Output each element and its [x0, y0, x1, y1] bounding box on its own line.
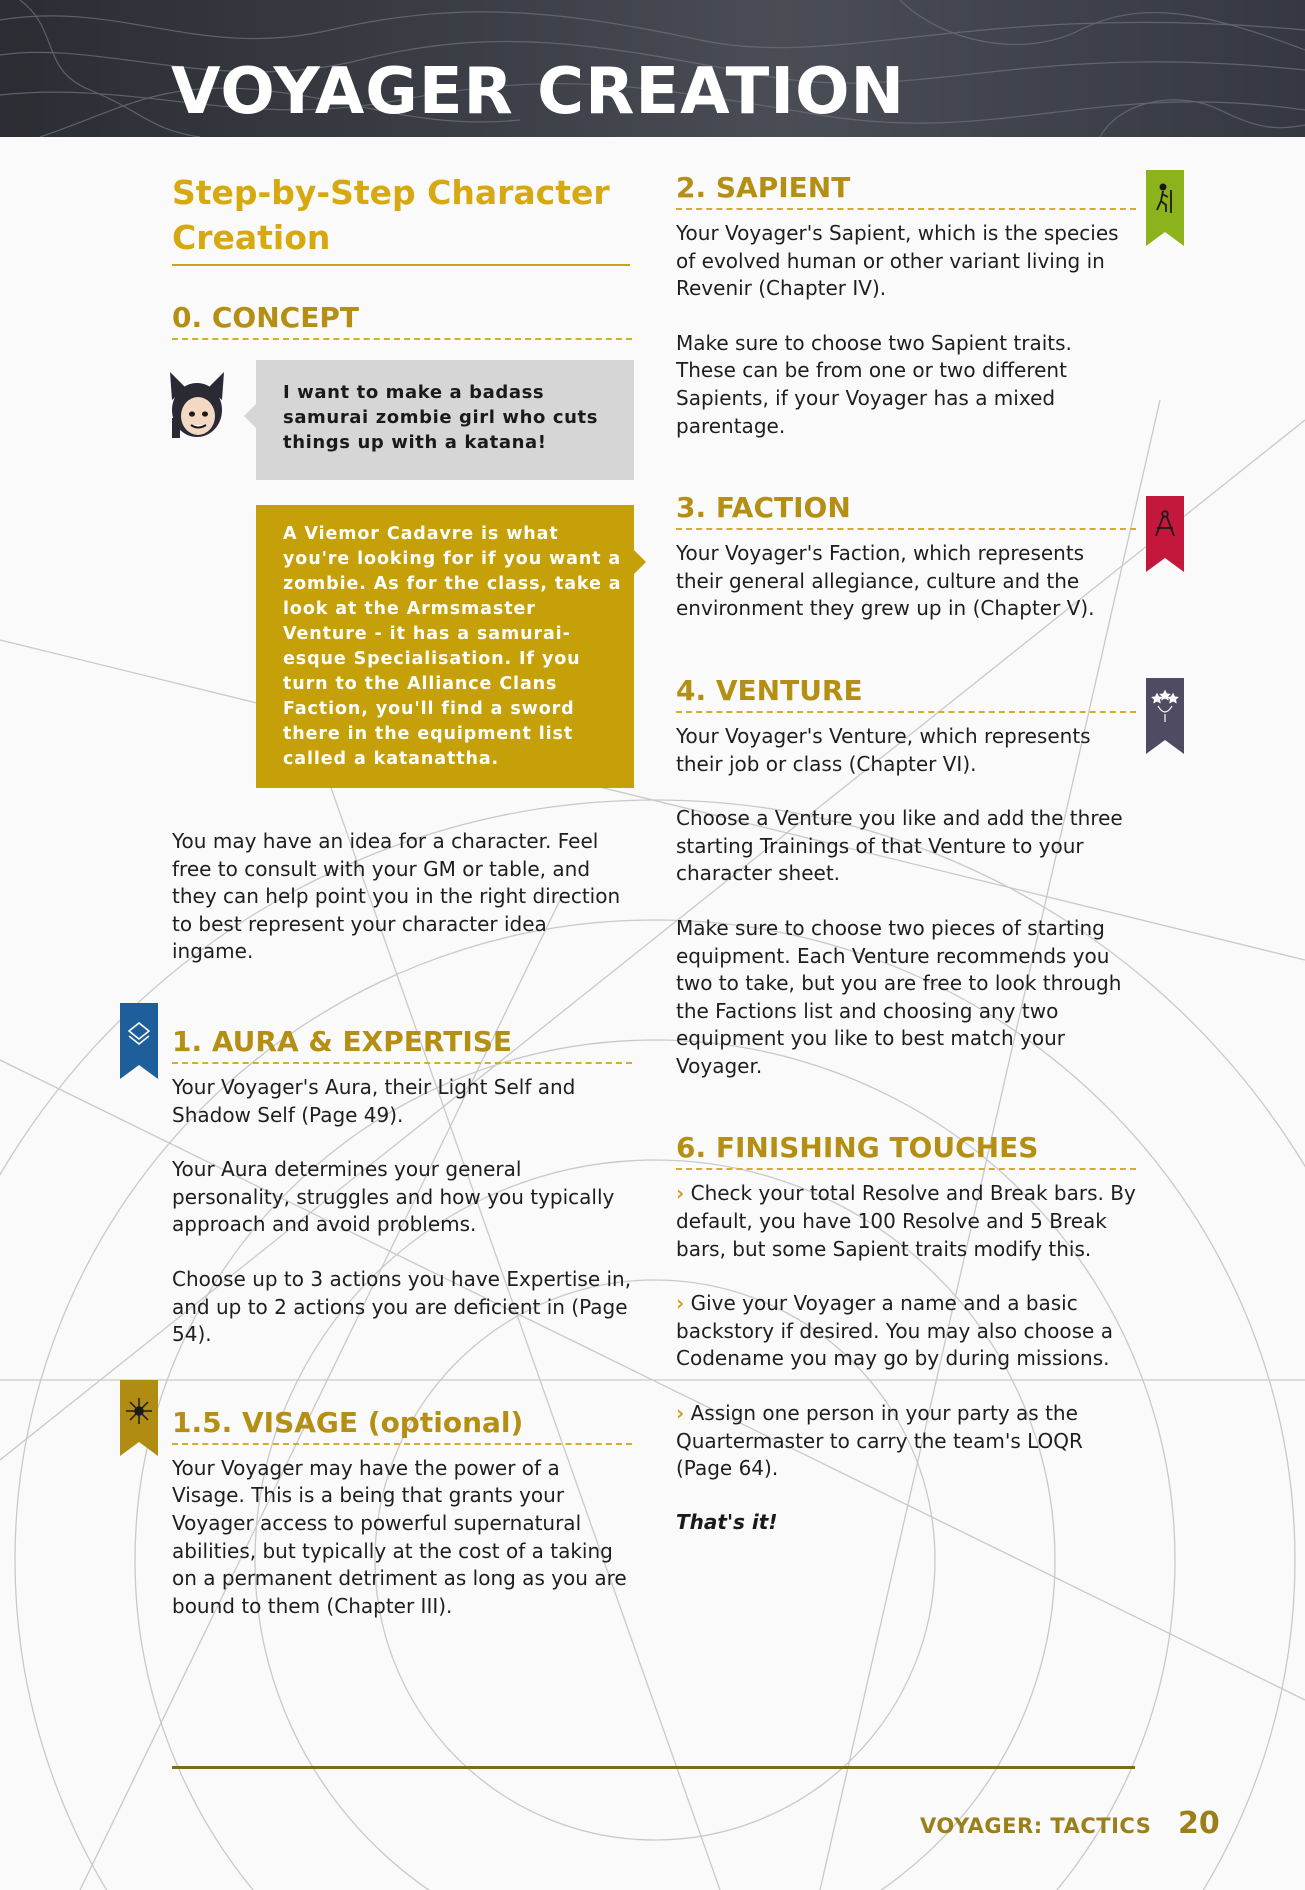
visage-body: Your Voyager may have the power of a Visage. This is a being that grants your Voyager access to powerful supernatural abilities, but typically at the cost of a taking on a permanent detriment as long as you are bound to them (Chapter III).: [172, 1455, 627, 1618]
player-speech-bubble: I want to make a badass samurai zombie girl who cuts things up with a katana!: [256, 360, 634, 480]
gm-speech-bubble: A Viemor Cadavre is what you're looking for if you want a zombie. As for the class, take a look at the Armsmaster Venture - it has a samurai-esque Specialisation. If you turn to the Alliance Clans Faction, you'll find a sword there in the equipment list called a katanattha.: [256, 505, 634, 788]
intro-heading: Step-by-Step Character Creation: [172, 170, 630, 266]
closing-line: That's it!: [676, 1509, 778, 1534]
finishing-bullet: [676, 1400, 1136, 1483]
concept-heading: 0. CONCEPT: [172, 300, 632, 340]
venture-paragraph: Choose a Venture you like and add the three starting Trainings of that Venture to your character sheet.: [676, 806, 1123, 886]
aura-ribbon: [120, 1003, 158, 1079]
visage-ribbon: [120, 1380, 158, 1456]
visage-heading: 1.5. VISAGE (optional): [172, 1405, 632, 1445]
aura-paragraph: Your Aura determines your general personality, struggles and how you typically approach and avoid problems.: [172, 1157, 615, 1237]
venture-heading: 4. VENTURE: [676, 673, 1136, 713]
aura-heading: 1. AURA & EXPERTISE: [172, 1024, 632, 1064]
finishing-heading: 6. FINISHING TOUCHES: [676, 1130, 1136, 1170]
avatar-icon: [164, 370, 230, 442]
footer-divider: [172, 1766, 1135, 1769]
page-number: 20: [1178, 1806, 1220, 1841]
faction-paragraph: Your Voyager's Faction, which represents their general allegiance, culture and the environment they grew up in (Chapter V).: [676, 541, 1095, 621]
finishing-bullet: [676, 1290, 1136, 1373]
header-banner: [0, 0, 1305, 137]
bullet-text: Assign one person in your party as the Quartermaster to carry the team's LOQR (Page 64).: [676, 1401, 1083, 1481]
bullet-marker: ›: [676, 1291, 685, 1316]
sapient-paragraph: Make sure to choose two Sapient traits. These can be from one or two different Sapients, if your Voyager has a mixed parentage.: [676, 330, 1072, 438]
bullet-text: Check your total Resolve and Break bars. By default, you have 100 Resolve and 5 Break bars, but some Sapient traits modify this.: [676, 1181, 1136, 1261]
concept-body: You may have an idea for a character. Feel free to consult with your GM or table, and they can help point you in the right direction to best represent your character idea ingame.: [172, 829, 621, 964]
sapient-ribbon: [1146, 170, 1184, 246]
aura-paragraph: Your Voyager's Aura, their Light Self and Shadow Self (Page 49).: [172, 1074, 576, 1127]
bullet-marker: ›: [676, 1401, 685, 1426]
aura-paragraph: Choose up to 3 actions you have Expertise in, and up to 2 actions you are deficient in (Page 54).: [172, 1266, 632, 1347]
finishing-bullet: [676, 1180, 1136, 1263]
bullet-text: Give your Voyager a name and a basic backstory if desired. You may also choose a Codename you may go by during missions.: [676, 1291, 1113, 1371]
sapient-heading: 2. SAPIENT: [676, 170, 1136, 210]
sapient-paragraph: Your Voyager's Sapient, which is the species of evolved human or other variant living in Revenir (Chapter IV).: [676, 221, 1119, 301]
faction-ribbon: [1146, 496, 1184, 572]
right-column: [676, 170, 1136, 1534]
bullet-marker: ›: [676, 1181, 685, 1206]
faction-heading: 3. FACTION: [676, 490, 1136, 530]
page-title: VOYAGER CREATION: [171, 55, 906, 129]
venture-ribbon: [1146, 678, 1184, 754]
footer-book-title: VOYAGER: TACTICS: [920, 1814, 1152, 1838]
venture-paragraph: Make sure to choose two pieces of starting equipment. Each Venture recommends you two to take, but you are free to look through the Factions list and choosing any two equipment you like to best match your Voyager.: [676, 915, 1122, 1078]
venture-paragraph: Your Voyager's Venture, which represents their job or class (Chapter VI).: [676, 723, 1091, 776]
